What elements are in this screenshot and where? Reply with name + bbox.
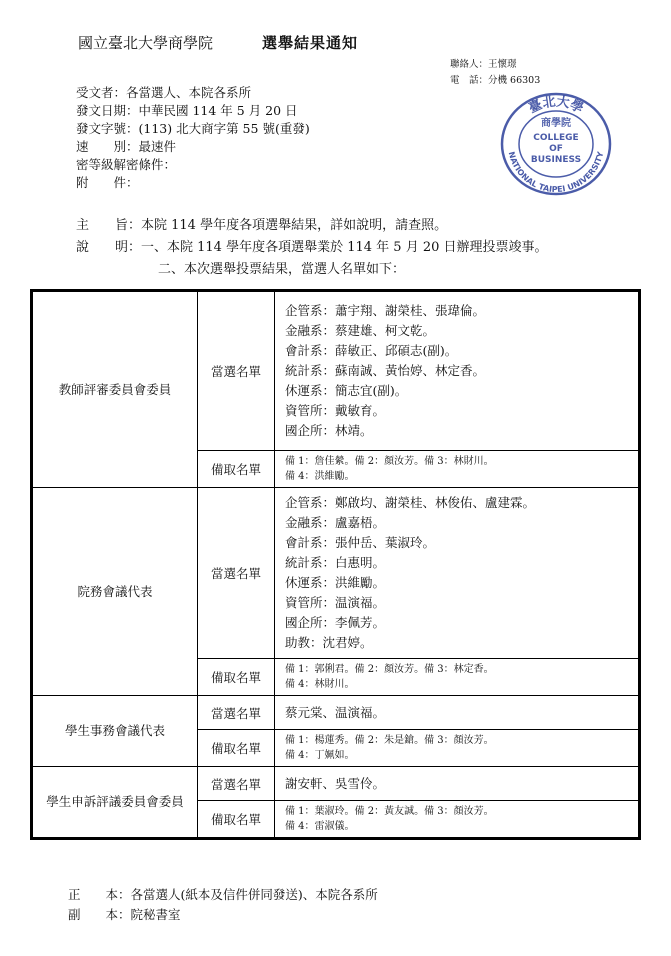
cc-copy: 副 本：院秘書室	[68, 907, 181, 922]
meta-secrecy: 密等級解密條件：	[76, 157, 177, 172]
elected-label: 當選名單	[198, 696, 275, 730]
cc-main: 正 本：各當選人(紙本及信件併同發送)、本院各系所	[68, 887, 378, 902]
alternate-list	[275, 659, 640, 696]
list-item: 備 1：葉淑玲。備 2：黃友誠。備 3：顏汝芳。	[285, 806, 494, 817]
college-seal	[498, 92, 614, 198]
explanation-line-1: 說 明：一、本院 114 學年度各項選舉業於 114 年 5 月 20 日辦理投票竣事。	[76, 240, 548, 255]
category-cell: 教師評審委員會委員	[32, 291, 198, 488]
seal-college-name: 商學院	[541, 118, 571, 129]
seal-college-en: COLLEGE	[533, 133, 579, 143]
explanation-line-2: 二、本次選舉投票結果，當選人名單如下：	[158, 262, 406, 277]
elected-label: 當選名單	[198, 767, 275, 801]
table-row	[32, 488, 640, 659]
seal-top-text: 臺北大學	[526, 94, 586, 117]
list-item: 謝安軒、吳雪伶。	[285, 775, 386, 791]
alternate-label: 備取名單	[198, 801, 275, 839]
elected-list	[275, 488, 640, 659]
elected-list	[275, 291, 640, 451]
list-item: 備 1：郭俐君。備 2：顏汝芳。備 3：林定香。	[285, 664, 494, 675]
alternate-label: 備取名單	[198, 659, 275, 696]
alternate-label: 備取名單	[198, 730, 275, 767]
list-item: 備 4：丁姵如。	[285, 750, 355, 761]
list-item: 會計系：薛敏正、邱碩志(副)。	[285, 343, 458, 358]
table-row	[32, 291, 640, 451]
list-item: 金融系：蔡建雄、柯文乾。	[285, 323, 436, 338]
list-item: 備 4：雷淑儀。	[285, 821, 355, 832]
list-item: 統計系：蘇南誠、黃怡婷、林定香。	[285, 363, 486, 378]
list-item: 助教：沈君婷。	[285, 635, 373, 650]
list-item: 國企所：林靖。	[285, 423, 373, 438]
meta-date: 發文日期：中華民國 114 年 5 月 20 日	[76, 103, 298, 118]
list-item: 備 4：林財川。	[285, 679, 355, 690]
contact-person: 聯絡人：王懷璟	[450, 59, 517, 70]
list-item: 蔡元棠、温演福。	[285, 704, 386, 720]
category-cell: 學生事務會議代表	[32, 696, 198, 767]
category-cell: 院務會議代表	[32, 488, 198, 696]
meta-speed: 速 別：最速件	[76, 139, 177, 154]
seal-business: BUSINESS	[530, 155, 582, 165]
elected-list	[275, 767, 640, 801]
elected-label: 當選名單	[198, 488, 275, 659]
list-item: 休運系：簡志宜(副)。	[285, 383, 408, 398]
meta-doc-number: 發文字號：(113) 北大商字第 55 號(重發)	[76, 121, 310, 136]
table-row	[32, 767, 640, 801]
list-item: 企管系：鄭啟均、謝榮桂、林俊佑、盧建霖。	[285, 495, 536, 510]
document-meta	[76, 84, 310, 192]
seal-of: OF	[549, 144, 563, 154]
election-results-table	[30, 289, 641, 840]
list-item: 休運系：洪維勵。	[285, 575, 386, 590]
elected-list	[275, 696, 640, 730]
table-row	[32, 696, 640, 730]
category-cell: 學生申訴評議委員會委員	[32, 767, 198, 839]
list-item: 備 1：詹佳縈。備 2：顏汝芳。備 3：林財川。	[285, 456, 494, 467]
meta-attachment: 附 件：	[76, 175, 139, 190]
elected-label: 當選名單	[198, 291, 275, 451]
subject-line: 主 旨：本院 114 學年度各項選舉結果，詳如說明，請查照。	[76, 218, 448, 233]
list-item: 備 1：楊蓮秀。備 2：朱是鎗。備 3：顏汝芳。	[285, 735, 494, 746]
list-item: 國企所：李佩芳。	[285, 615, 386, 630]
alternate-list	[275, 801, 640, 839]
list-item: 金融系：盧嘉梧。	[285, 515, 386, 530]
alternate-list	[275, 730, 640, 767]
alternate-list	[275, 451, 640, 488]
contact-phone: 電 話：分機 66303	[450, 75, 541, 86]
document-title: 選舉結果通知	[262, 34, 359, 52]
list-item: 資管所：戴敏育。	[285, 403, 386, 418]
list-item: 統計系：白惠明。	[285, 555, 386, 570]
seal-bottom-text: NATIONAL TAIPEI UNIVERSITY	[506, 150, 606, 195]
list-item: 企管系：蕭宇翔、謝榮桂、張瑋倫。	[285, 303, 486, 318]
list-item: 備 4：洪維勵。	[285, 471, 355, 482]
list-item: 資管所：温演福。	[285, 595, 386, 610]
org-name: 國立臺北大學商學院	[78, 34, 214, 52]
meta-recipient: 受文者：各當選人、本院各系所	[76, 85, 252, 100]
list-item: 會計系：張仲岳、葉淑玲。	[285, 535, 436, 550]
alternate-label: 備取名單	[198, 451, 275, 488]
